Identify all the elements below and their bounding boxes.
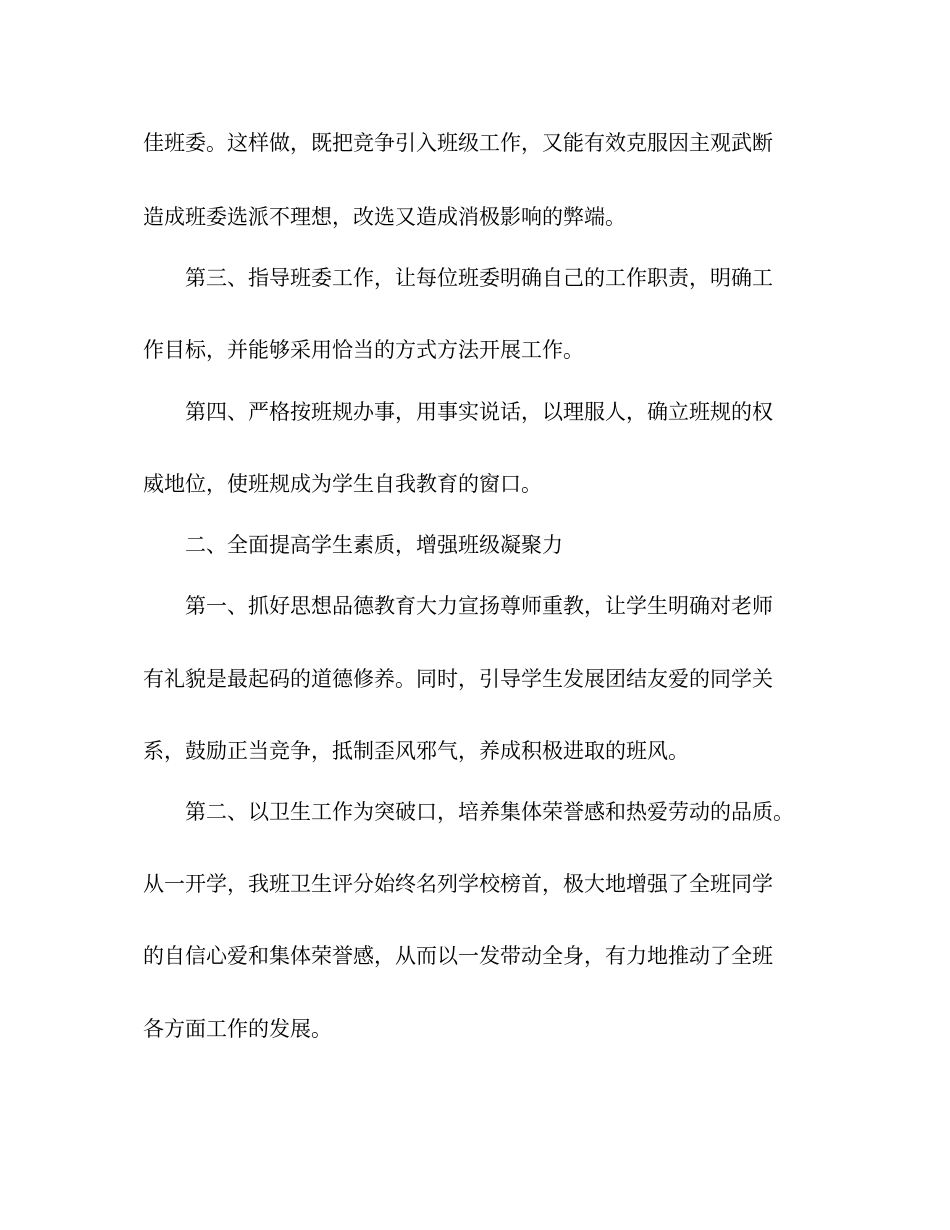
text-line: 有礼貌是最起码的道德修养。同时，引导学生发展团结友爱的同学关 [143, 667, 773, 691]
paragraph-start-line: 第一、抓好思想品德教育大力宣扬尊师重教，让学生明确对老师 [185, 594, 773, 618]
text-line: 各方面工作的发展。 [143, 1017, 332, 1041]
text-line: 的自信心爱和集体荣誉感，从而以一发带动全身，有力地推动了全班 [143, 944, 773, 968]
text-line: 威地位，使班规成为学生自我教育的窗口。 [143, 472, 542, 496]
text-line: 造成班委选派不理想，改选又造成消极影响的弊端。 [143, 205, 626, 229]
text-line: 作目标，并能够采用恰当的方式方法开展工作。 [143, 338, 584, 362]
text-line: 从一开学，我班卫生评分始终名列学校榜首，极大地增强了全班同学 [143, 872, 773, 896]
text-line: 佳班委。这样做，既把竞争引入班级工作，又能有效克服因主观武断 [143, 131, 773, 155]
paragraph-start-line: 第四、严格按班规办事，用事实说话，以理服人，确立班规的权 [185, 400, 773, 424]
text-line: 系，鼓励正当竞争，抵制歪风邪气，养成积极进取的班风。 [143, 739, 689, 763]
paragraph-start-line: 第二、以卫生工作为突破口，培养集体荣誉感和热爱劳动的品质。 [185, 800, 794, 824]
paragraph-start-line: 第三、指导班委工作，让每位班委明确自己的工作职责，明确工 [185, 266, 773, 290]
section-heading: 二、全面提高学生素质，增强班级凝聚力 [185, 533, 563, 557]
